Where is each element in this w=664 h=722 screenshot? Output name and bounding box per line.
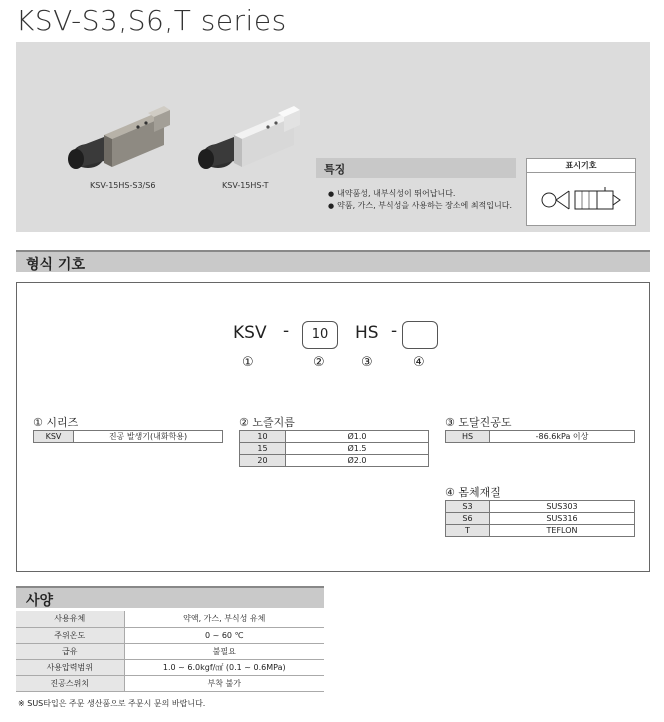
table-row: 진공스위치 부착 불가 xyxy=(16,675,324,691)
table-row: 사용유체 약액, 가스, 부식성 유체 xyxy=(16,611,324,627)
table-row: 20 Ø2.0 xyxy=(240,455,429,467)
marker-4: ④ xyxy=(413,355,425,370)
body-material-title: ④ 몸체재질 xyxy=(445,486,501,499)
marker-1: ① xyxy=(242,355,254,370)
spec-table xyxy=(16,611,324,692)
marker-3: ③ xyxy=(361,355,373,370)
marker-2: ② xyxy=(313,355,325,370)
code-prefix: KSV xyxy=(233,323,267,343)
nozzle-table xyxy=(239,430,429,467)
spec-section-heading: 사양 xyxy=(16,586,324,608)
model-code-panel xyxy=(16,282,650,572)
page-title: KSV-S3,S6,T series xyxy=(16,4,287,37)
series-title: ① 시리즈 xyxy=(33,416,79,429)
product-caption-1: KSV-15HS-S3/S6 xyxy=(90,181,156,190)
nozzle-title: ② 노즐지름 xyxy=(239,416,295,429)
table-row: 사용압력범위 1.0 ~ 6.0kgf/㎠ (0.1 ~ 0.6MPa) xyxy=(16,659,324,675)
table-row: 15 Ø1.5 xyxy=(240,443,429,455)
code-box-nozzle: 10 xyxy=(302,321,338,349)
table-row: HS -86.6kPa 이상 xyxy=(446,431,635,443)
product-image-t xyxy=(190,95,310,185)
table-row: 10 Ø1.0 xyxy=(240,431,429,443)
table-row: S3 SUS303 xyxy=(446,501,635,513)
code-box-material xyxy=(402,321,438,349)
table-row: KSV 진공 발생기(내화학용) xyxy=(34,431,223,443)
feature-item: ● 약품, 가스, 부식성을 사용하는 장소에 최적입니다. xyxy=(328,200,512,212)
symbol-box xyxy=(526,158,636,226)
ejector-symbol-icon xyxy=(527,173,635,225)
model-section-heading: 형식 기호 xyxy=(16,250,650,272)
spec-note: ※ SUS타입은 주문 생산품으로 주문시 문의 바랍니다. xyxy=(18,699,206,708)
product-caption-2: KSV-15HS-T xyxy=(222,181,269,190)
code-dash-2: - xyxy=(391,321,398,341)
table-row: S6 SUS316 xyxy=(446,513,635,525)
code-dash-1: - xyxy=(283,321,290,341)
code-part-vacuum: HS xyxy=(355,323,379,343)
series-table xyxy=(33,430,223,443)
product-image-s3-s6 xyxy=(60,95,180,185)
table-row: 급유 불필요 xyxy=(16,643,324,659)
features-heading: 특징 xyxy=(316,158,516,178)
table-row: 주위온도 0 ~ 60 ℃ xyxy=(16,627,324,643)
body-material-table xyxy=(445,500,635,537)
symbol-heading: 표시기호 xyxy=(527,159,635,173)
vacuum-title: ③ 도달진공도 xyxy=(445,416,512,429)
table-row: T TEFLON xyxy=(446,525,635,537)
feature-item: ● 내약품성, 내부식성이 뛰어납니다. xyxy=(328,188,512,200)
features-list xyxy=(328,188,512,212)
vacuum-table xyxy=(445,430,635,443)
